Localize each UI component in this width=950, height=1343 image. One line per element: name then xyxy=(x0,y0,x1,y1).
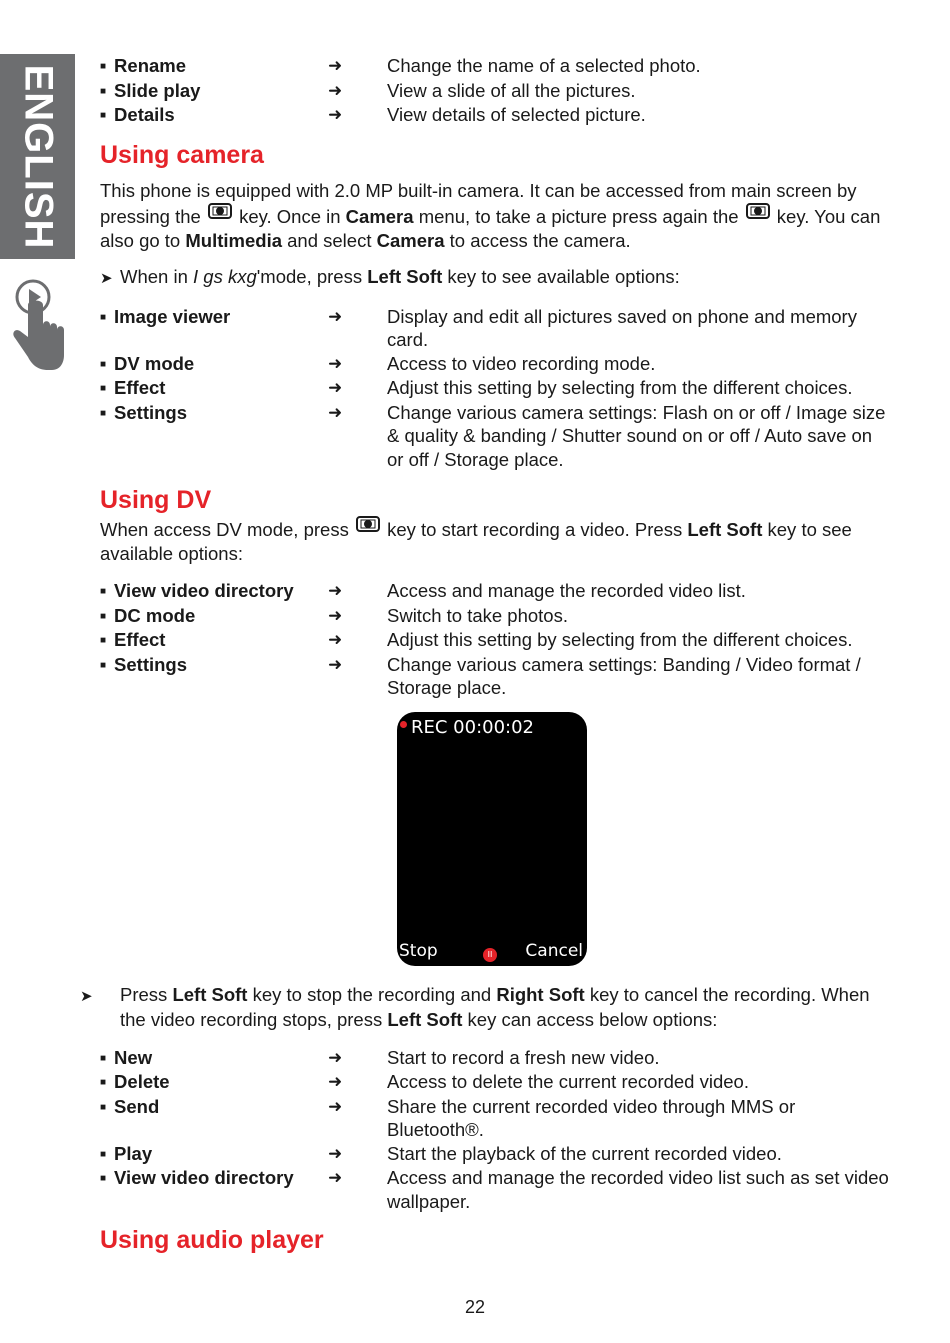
recording-screen-image xyxy=(397,712,587,966)
photo-options-list xyxy=(100,54,890,128)
list-item: ■ DC mode ➜ Switch to take photos. xyxy=(100,604,890,629)
list-item: ■ Rename ➜ Change the name of a selected photo. xyxy=(100,54,890,79)
stop-recording-paragraph: ➤ Press Left Soft key to stop the recording and Right Soft key to cancel the recording. When the video recording stops, press Left Soft key can access below options: xyxy=(80,983,870,1030)
list-item: ■ Settings ➜ Change various camera settings: Banding / Video format / Storage place. xyxy=(100,653,890,700)
using-audio-player-heading: Using audio player xyxy=(100,1226,324,1254)
list-item: ■ Image viewer ➜ Display and edit all pictures saved on phone and memory card. xyxy=(100,305,890,352)
using-dv-heading: Using DV xyxy=(100,486,212,514)
arrow-icon: ➜ xyxy=(328,402,343,422)
pause-icon: II xyxy=(483,948,497,962)
arrow-icon: ➜ xyxy=(328,56,343,75)
stop-softkey: Stop xyxy=(399,941,438,961)
camera-options-list xyxy=(100,305,890,472)
dv-intro-paragraph: When access DV mode, press key to start recording a video. Press Left Soft key to see available options: xyxy=(100,515,890,565)
list-item: ■ Effect ➜ Adjust this setting by selecting from the different choices. xyxy=(100,376,890,401)
arrow-icon: ➜ xyxy=(328,1072,343,1091)
list-item: ■ Send ➜ Share the current recorded video through MMS or Bluetooth®. xyxy=(100,1095,890,1142)
arrow-icon: ➜ xyxy=(328,630,343,649)
cancel-softkey: Cancel xyxy=(525,941,583,961)
language-tab xyxy=(0,54,75,259)
camera-intro-paragraph: This phone is equipped with 2.0 MP built-in camera. It can be accessed from main screen by pressing the key. Once in Camera menu, to take a picture press again the key. You can also go to Multimedia and select Camera to access the camera. xyxy=(100,179,881,251)
using-camera-heading: Using camera xyxy=(100,140,264,169)
touch-hand-icon xyxy=(8,275,68,375)
list-item: ■ Details ➜ View details of selected picture. xyxy=(100,103,890,128)
arrow-icon: ➜ xyxy=(328,80,343,100)
list-item: ■ DV mode ➜ Access to video recording mode. xyxy=(100,352,890,377)
camera-key-icon xyxy=(354,515,382,533)
list-item: ■ Settings ➜ Change various camera settings: Flash on or off / Image size & quality & banding / Shutter sound on or off / Auto save on or off / Storage place. xyxy=(100,401,890,472)
list-item: ■ Delete ➜ Access to delete the current recorded video. xyxy=(100,1070,890,1095)
camera-bullet-paragraph: ➤ When in I gs kxg'mode, press Left Soft key to see available options: xyxy=(100,265,890,291)
arrow-icon: ➜ xyxy=(328,105,343,124)
chevron-right-icon: ➤ xyxy=(100,270,113,287)
arrow-icon: ➜ xyxy=(328,353,343,373)
page-content xyxy=(80,54,890,1255)
list-item: ■ Slide play ➜ View a slide of all the pictures. xyxy=(100,79,890,104)
chevron-right-icon: ➤ xyxy=(80,987,93,1005)
arrow-icon: ➜ xyxy=(328,1047,343,1067)
list-item: ■ View video directory ➜ Access and manage the recorded video list such as set video wallpaper. xyxy=(100,1166,890,1213)
list-item: ■ Effect ➜ Adjust this setting by selecting from the different choices. xyxy=(100,628,890,653)
arrow-icon: ➜ xyxy=(328,306,343,326)
arrow-icon: ➜ xyxy=(328,1096,343,1116)
arrow-icon: ➜ xyxy=(328,654,343,674)
stop-options-list xyxy=(100,1046,890,1214)
list-item: ■ New ➜ Start to record a fresh new video. xyxy=(100,1046,890,1071)
dv-options-list xyxy=(100,579,890,700)
page-number: 22 xyxy=(464,1297,486,1317)
arrow-icon: ➜ xyxy=(328,605,343,625)
camera-key-icon xyxy=(744,202,772,220)
arrow-icon: ➜ xyxy=(328,581,343,600)
rec-timer: REC 00:00:02 xyxy=(411,716,535,738)
list-item: ■ View video directory ➜ Access and manage the recorded video list. xyxy=(100,579,890,604)
list-item: ■ Play ➜ Start the playback of the current recorded video. xyxy=(100,1142,890,1167)
language-tab-label: ENGLISH xyxy=(16,64,60,249)
arrow-icon: ➜ xyxy=(328,1143,343,1163)
arrow-icon: ➜ xyxy=(328,378,343,397)
record-dot-icon xyxy=(400,721,407,728)
camera-key-icon xyxy=(206,202,234,220)
arrow-icon: ➜ xyxy=(328,1168,343,1187)
